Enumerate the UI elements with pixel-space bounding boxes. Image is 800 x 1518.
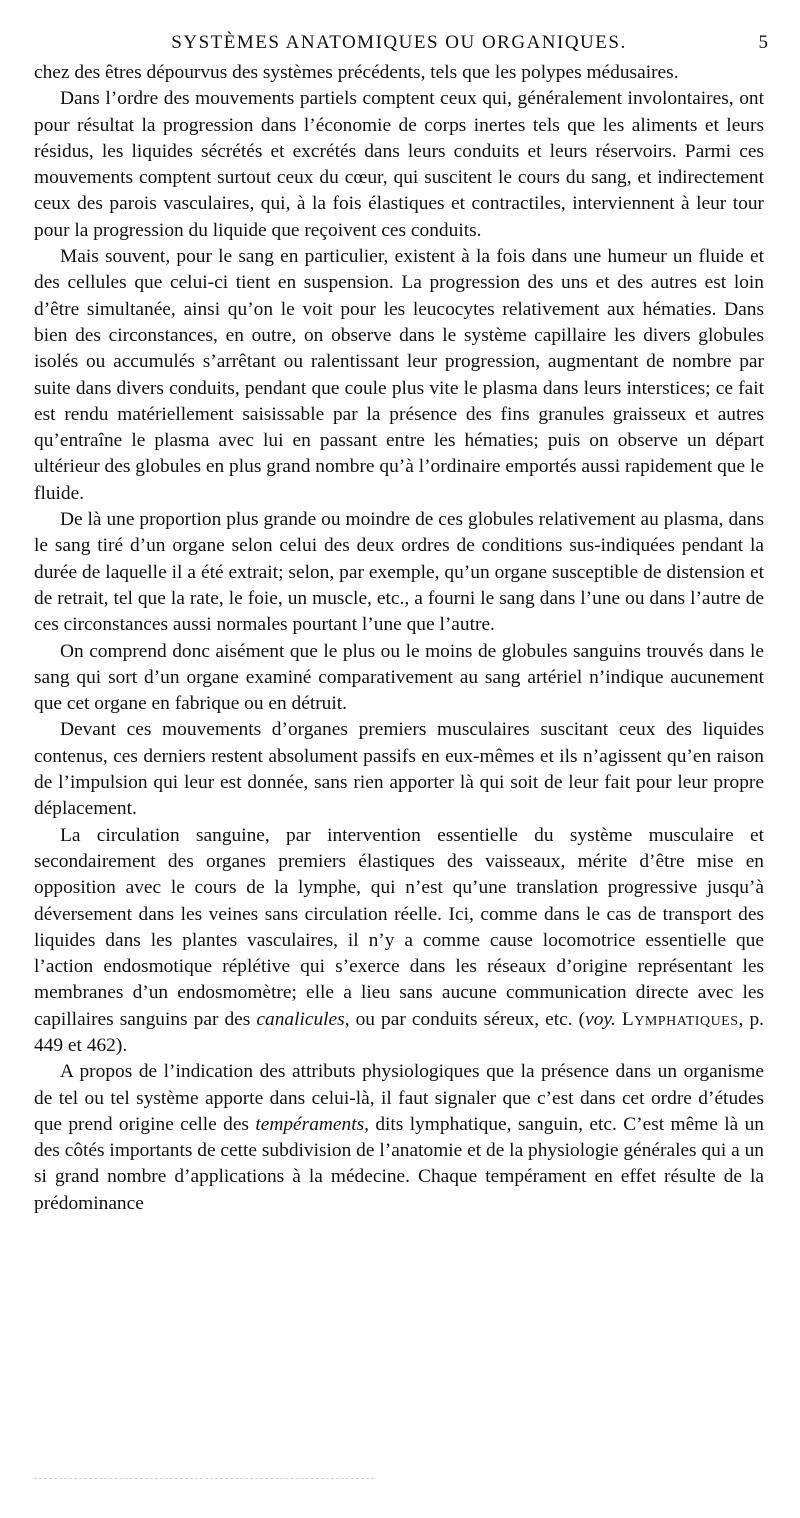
text-run: , ou par conduits séreux, etc. ( xyxy=(344,1008,586,1030)
body-text xyxy=(34,60,764,1217)
running-title: SYSTÈMES ANATOMIQUES OU ORGANIQUES. xyxy=(171,32,627,53)
paragraph: On comprend donc aisément que le plus ou le moins de globules sanguins trouvés dans le sang qui sort d’un organe examiné comparativement au sang artériel n’indique aucunement que cet organe en fabrique ou en détruit. xyxy=(34,640,764,715)
paragraph xyxy=(34,1059,764,1217)
italic-term: canalicules xyxy=(256,1008,345,1030)
cross-reference: Lymphatiques xyxy=(621,1008,739,1030)
document-page xyxy=(34,30,768,1217)
page-header xyxy=(34,30,768,60)
paragraph-continued: chez des êtres dépourvus des systèmes précédents, tels que les polypes médusaires. xyxy=(34,62,679,83)
text-run: A propos de l’indication des attributs physiologiques que la présence dans un organisme de tel ou tel système apporte dans celui-là, il faut signaler que c’est dans cet ordre d’études que prend origine celle des xyxy=(34,1061,764,1135)
italic-term: tempéraments xyxy=(255,1113,365,1135)
text-run: , p. 449 et 462). xyxy=(34,1008,764,1056)
paragraph: De là une proportion plus grande ou moindre de ces globules relativement au plasma, dans le sang tiré d’un organe selon celui des deux ordres de conditions sus-indiquées pendant la durée de laquelle il a été extrait; selon, par exemple, qu’un organe susceptible de distension et de retrait, tel que la rate, le foie, un muscle, etc., a fourni le sang dans l’une ou dans l’autre de ces circonstances aussi normales pourtant l’une que l’autre. xyxy=(34,509,764,636)
footer-smudge xyxy=(34,1478,374,1479)
paragraph: Devant ces mouvements d’organes premiers musculaires suscitant ceux des liquides contenus, ces derniers restent absolument passifs en eux-mêmes et ils n’agissent qu’en raison de l’impulsion qui leur est donnée, sans rien apporter là qui soit de leur fait pour leur propre déplacement. xyxy=(34,719,764,820)
paragraph: Dans l’ordre des mouvements partiels comptent ceux qui, généralement involontaires, ont pour résultat la progression dans l’économie de corps inertes tels que les aliments et leurs résidus, les liquides sécrétés et excrétés dans leurs conduits et leurs réservoirs. Parmi ces mouvements comptent surtout ceux du cœur, qui suscitent le cours du sang, et indirectement ceux des parois vasculaires, qui, à la fois élastiques et contractiles, interviennent à leur tour pour la progression du liquide que reçoivent ces conduits. xyxy=(34,88,764,241)
paragraph: Mais souvent, pour le sang en particulier, existent à la fois dans une humeur un fluide et des cellules que celui-ci tient en suspension. La progression des uns et des autres est loin d’être simultanée, ainsi qu’on le voit pour les leucocytes relativement aux hématies. Dans bien des circonstances, en outre, on observe dans le système capillaire les divers globules isolés ou accumulés s’arrêtant ou ralentissant leur progression, augmentant de nombre par suite dans divers conduits, pendant que coule plus vite le plasma dans leurs interstices; ce fait est rendu matériellement saisissable par la présence des fins granules graisseux et autres qu’entraîne le plasma avec lui en passant entre les hématies; puis on observe un départ ultérieur des globules en plus grand nombre qu’à l’ordinaire emportés aussi rapidement que le fluide. xyxy=(34,246,764,504)
paragraph xyxy=(34,823,764,1060)
text-run: La circulation sanguine, par intervention essentielle du système musculaire et secondairement des organes premiers élastiques des vaisseaux, mérite d’être mise en opposition avec le cours de la lymphe, qui n’est qu’une translation progressive jusqu’à déversement dans les veines sans circulation réelle. Ici, comme dans le cas de transport des liquides dans les plantes vasculaires, il n’y a comme cause locomotrice essentielle que l’action endosmotique réplétive qui s’exerce dans les réseaux d’origine représentant les membranes d’un endosmomètre; elle a lieu sans aucune communication directe avec les capillaires sanguins par des xyxy=(34,824,764,1030)
page-number: 5 xyxy=(758,32,768,53)
text-run: , dits lymphatique, sanguin, etc. C’est même là un des côtés importants de cette subdivision de l’anatomie et de la physiologie générales qui a un si grand nombre d’applications à la médecine. Chaque tempérament en effet résulte de la prédominance xyxy=(34,1113,764,1214)
italic-abbrev: voy. xyxy=(585,1008,616,1030)
